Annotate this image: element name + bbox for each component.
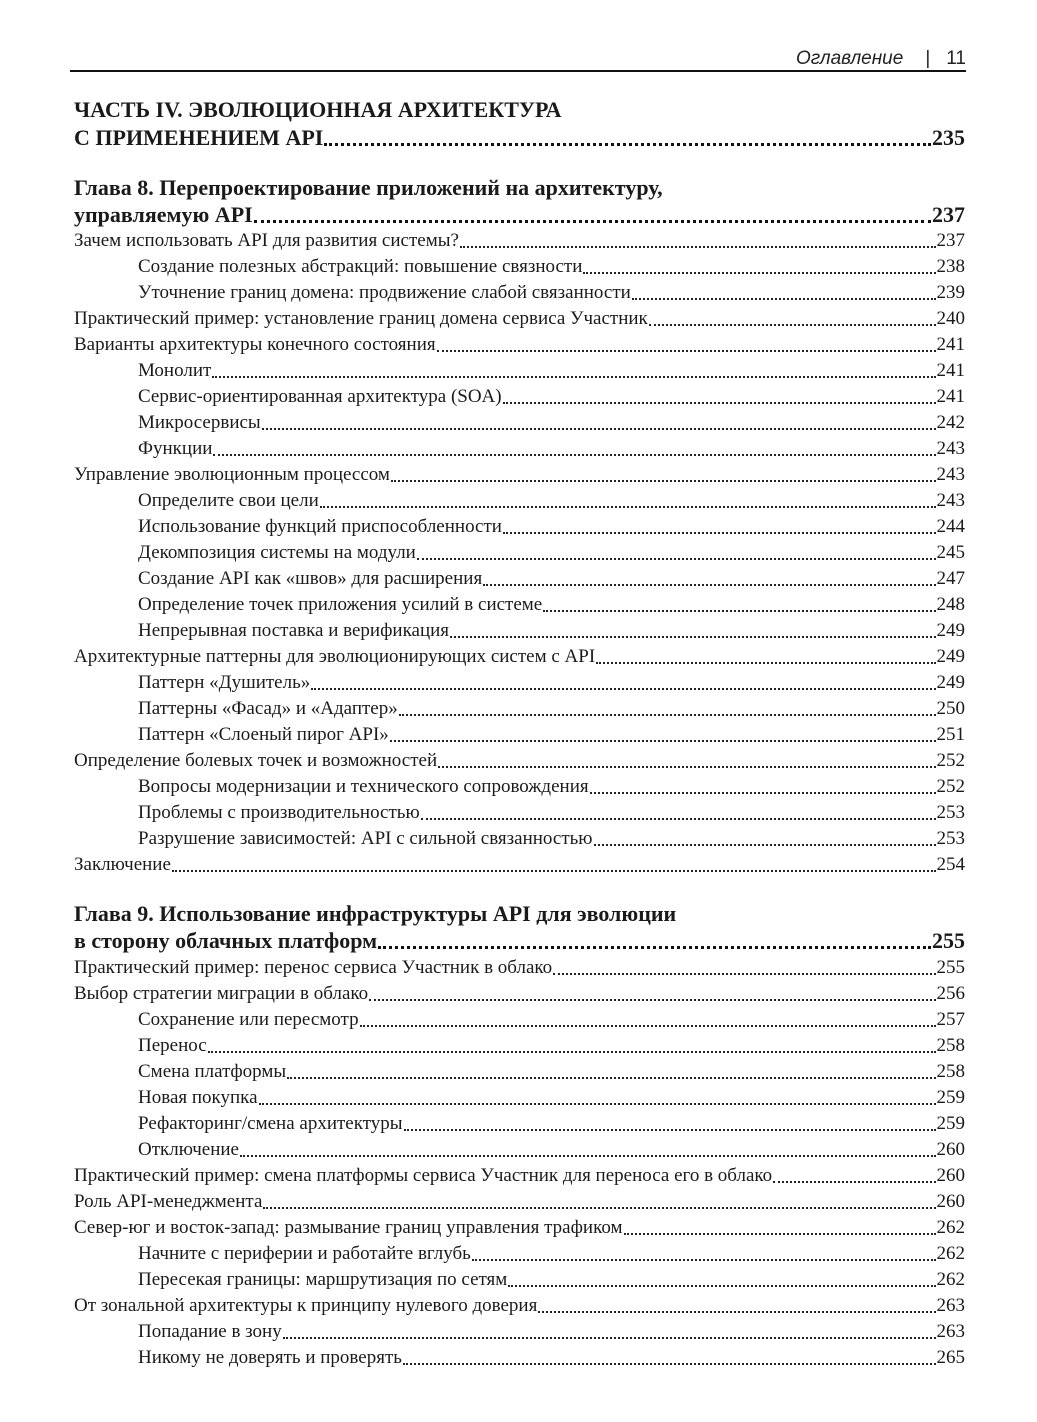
toc-entry-page: 255: [936, 957, 965, 978]
dot-leader: [404, 1129, 936, 1131]
dot-leader: [324, 143, 931, 146]
running-header-separator: |: [925, 48, 931, 69]
toc-entry-title: Пересекая границы: маршрутизация по сетям: [138, 1269, 508, 1290]
toc-entry-page: 245: [936, 542, 965, 563]
dot-leader: [360, 1025, 936, 1027]
toc-entry-title: Управление эволюционным процессом: [74, 464, 390, 485]
chapter8-title-line2: управляемую API: [74, 202, 253, 227]
dot-leader: [460, 246, 936, 248]
toc-entry-page: 248: [936, 594, 965, 615]
toc-entry-page: 242: [936, 412, 965, 433]
toc-entry-page: 263: [936, 1295, 965, 1316]
toc-entry-title: Заключение: [74, 854, 171, 875]
toc-entry-page: 251: [936, 724, 965, 745]
dot-leader: [438, 766, 935, 768]
toc-entry-page: 243: [936, 490, 965, 511]
dot-leader: [391, 480, 936, 482]
toc-entry-page: 258: [936, 1061, 965, 1082]
toc-entry-title: Начните с периферии и работайте вглубь: [138, 1243, 471, 1264]
toc-entry[interactable]: [138, 774, 965, 800]
toc-entry[interactable]: [74, 228, 965, 254]
toc-entry-page: 258: [936, 1035, 965, 1056]
part-page: 235: [932, 125, 965, 150]
dot-leader: [399, 714, 936, 716]
toc-entry-title: Рефакторинг/смена архитектуры: [138, 1113, 403, 1134]
toc-entry-page: 249: [936, 646, 965, 667]
toc-entry[interactable]: [74, 644, 965, 670]
toc-entry[interactable]: [138, 1137, 965, 1163]
running-header: [70, 40, 966, 70]
toc-entry-page: 260: [936, 1191, 965, 1212]
dot-leader: [590, 792, 936, 794]
toc-entry[interactable]: [138, 1267, 965, 1293]
toc-entry[interactable]: [138, 800, 965, 826]
dot-leader: [503, 532, 936, 534]
toc-entry[interactable]: [74, 332, 965, 358]
toc-entry[interactable]: [138, 514, 965, 540]
toc-entry-title: Никому не доверять и проверять: [138, 1347, 402, 1368]
dot-leader: [262, 428, 936, 430]
dot-leader: [624, 1233, 936, 1235]
toc-entry-title: Вопросы модернизации и технического сопровождения: [138, 776, 589, 797]
chapter9-page: 255: [932, 928, 965, 953]
toc-entry-page: 237: [936, 230, 965, 251]
toc-entry[interactable]: [138, 1241, 965, 1267]
toc-entry-page: 239: [936, 282, 965, 303]
dot-leader: [403, 1363, 936, 1365]
dot-leader: [450, 636, 935, 638]
toc-entry-title: Практический пример: смена платформы сервиса Участник для переноса его в облако: [74, 1165, 773, 1186]
toc-entry-title: Проблемы с производительностью: [138, 802, 420, 823]
dot-leader: [437, 350, 936, 352]
chapter8-title-line1: Глава 8. Перепроектирование приложений на архитектуру,: [74, 175, 663, 200]
dot-leader: [503, 402, 936, 404]
toc-entry-title: Уточнение границ домена: продвижение слабой связанности: [138, 282, 631, 303]
toc-entry-page: 253: [936, 828, 965, 849]
toc-entry-title: Паттерн «Душитель»: [138, 672, 311, 693]
toc-entry[interactable]: [138, 592, 965, 618]
chapter8-page: 237: [932, 202, 965, 227]
toc-entry-title: Смена платформы: [138, 1061, 287, 1082]
toc-entry-title: Отключение: [138, 1139, 239, 1160]
toc-entry[interactable]: [74, 462, 965, 488]
toc-entry[interactable]: [138, 1033, 965, 1059]
toc-entry-page: 259: [936, 1087, 965, 1108]
toc-entry[interactable]: [74, 1215, 965, 1241]
toc-entry[interactable]: [138, 1007, 965, 1033]
toc-entry-page: 260: [936, 1139, 965, 1160]
toc-entry-title: Практический пример: перенос сервиса Участник в облако: [74, 957, 553, 978]
dot-leader: [320, 506, 936, 508]
toc-entry-page: 241: [936, 360, 965, 381]
toc-entry[interactable]: [138, 488, 965, 514]
toc-entry-title: Север-юг и восток-запад: размывание границ управления трафиком: [74, 1217, 623, 1238]
dot-leader: [213, 454, 935, 456]
toc-entry-title: Попадание в зону: [138, 1321, 282, 1342]
toc-entry-page: 263: [936, 1321, 965, 1342]
toc-entry-title: Сохранение или пересмотр: [138, 1009, 359, 1030]
toc-entry-page: 259: [936, 1113, 965, 1134]
toc-entry-title: Паттерны «Фасад» и «Адаптер»: [138, 698, 398, 719]
toc-entry[interactable]: [138, 722, 965, 748]
toc-entry-title: Практический пример: установление границ домена сервиса Участник: [74, 308, 648, 329]
toc-entry[interactable]: [74, 981, 965, 1007]
toc-entry-page: 257: [936, 1009, 965, 1030]
toc-entry-page: 241: [936, 334, 965, 355]
dot-leader: [543, 610, 935, 612]
toc-entry[interactable]: [138, 254, 965, 280]
toc-entry-title: Определение точек приложения усилий в системе: [138, 594, 543, 615]
toc-entry[interactable]: [74, 1189, 965, 1215]
toc-entry-page: 262: [936, 1217, 965, 1238]
running-header-title: Оглавление: [795, 48, 904, 69]
dot-leader: [240, 1155, 936, 1157]
dot-leader: [172, 870, 936, 872]
toc-entry[interactable]: [138, 280, 965, 306]
toc-entry-title: От зональной архитектуры к принципу нулевого доверия: [74, 1295, 538, 1316]
toc-entry[interactable]: [138, 826, 965, 852]
toc-entry-title: Непрерывная поставка и верификация: [138, 620, 450, 641]
toc-entry-page: 250: [936, 698, 965, 719]
toc-entry-title: Архитектурные паттерны для эволюционирующих систем с API: [74, 646, 596, 667]
toc-entry-title: Монолит: [138, 360, 212, 381]
toc-entry-title: Варианты архитектуры конечного состояния: [74, 334, 436, 355]
toc-entry[interactable]: [138, 540, 965, 566]
header-divider: [70, 70, 966, 72]
toc-entry-page: 249: [936, 620, 965, 641]
part-title-line2: С ПРИМЕНЕНИЕМ API: [74, 125, 324, 150]
dot-leader: [583, 272, 935, 274]
dot-leader: [378, 946, 931, 949]
chapter9-title-entry[interactable]: [74, 927, 965, 955]
toc-entry-page: 252: [936, 776, 965, 797]
toc-entry-title: Микросервисы: [138, 412, 261, 433]
toc-entry-page: 265: [936, 1347, 965, 1368]
toc-entry-page: 249: [936, 672, 965, 693]
toc-entry-page: 243: [936, 464, 965, 485]
toc-entry-page: 256: [936, 983, 965, 1004]
toc-entry-title: Декомпозиция системы на модули: [138, 542, 416, 563]
toc-entry-page: 262: [936, 1269, 965, 1290]
toc-entry[interactable]: [74, 1293, 965, 1319]
dot-leader: [208, 1051, 936, 1053]
dot-leader: [283, 1337, 936, 1339]
dot-leader: [594, 844, 936, 846]
dot-leader: [287, 1077, 935, 1079]
chapter8-title-entry[interactable]: [74, 201, 965, 229]
dot-leader: [553, 973, 935, 975]
toc-entry[interactable]: [138, 384, 965, 410]
toc-entry[interactable]: [74, 1163, 965, 1189]
toc-entry-title: Функции: [138, 438, 213, 459]
toc-entry-page: 260: [936, 1165, 965, 1186]
toc-entry[interactable]: [138, 410, 965, 436]
toc-entry-page: 244: [936, 516, 965, 537]
dot-leader: [773, 1181, 935, 1183]
toc-entry[interactable]: [138, 1111, 965, 1137]
toc-entry-page: 247: [936, 568, 965, 589]
chapter9-title-line2: в сторону облачных платформ: [74, 928, 378, 953]
toc-entry[interactable]: [138, 566, 965, 592]
toc-entry[interactable]: [138, 696, 965, 722]
toc-entry-page: 254: [936, 854, 965, 875]
toc-entry[interactable]: [138, 1319, 965, 1345]
toc-entry-title: Роль API-менеджмента: [74, 1191, 263, 1212]
toc-entry[interactable]: [74, 955, 965, 981]
dot-leader: [212, 376, 935, 378]
dot-leader: [596, 662, 935, 664]
dot-leader: [254, 220, 931, 223]
toc-entry-page: 241: [936, 386, 965, 407]
chapter9-title-line1: Глава 9. Использование инфраструктуры API для эволюции: [74, 901, 677, 926]
toc-entry-title: Разрушение зависимостей: API с сильной связанностью: [138, 828, 593, 849]
toc-entry[interactable]: [138, 358, 965, 384]
dot-leader: [632, 298, 936, 300]
toc-entry-title: Определение болевых точек и возможностей: [74, 750, 438, 771]
toc-entry-page: 238: [936, 256, 965, 277]
toc-entry-page: 240: [936, 308, 965, 329]
toc-entry-page: 243: [936, 438, 965, 459]
toc-entry-page: 262: [936, 1243, 965, 1264]
dot-leader: [472, 1259, 936, 1261]
toc-entry-title: Создание полезных абстракций: повышение связности: [138, 256, 583, 277]
toc-entry-title: Новая покупка: [138, 1087, 258, 1108]
toc-entry[interactable]: [138, 618, 965, 644]
toc-entry-title: Использование функций приспособленности: [138, 516, 502, 537]
dot-leader: [259, 1103, 936, 1105]
dot-leader: [417, 558, 936, 560]
toc-entry[interactable]: [138, 670, 965, 696]
toc-entry-title: Сервис-ориентированная архитектура (SOA): [138, 386, 502, 407]
part-title-line1: ЧАСТЬ IV. ЭВОЛЮЦИОННАЯ АРХИТЕКТУРА: [74, 97, 562, 122]
dot-leader: [649, 324, 936, 326]
dot-leader: [421, 818, 936, 820]
dot-leader: [369, 999, 935, 1001]
toc-entry-title: Перенос: [138, 1035, 207, 1056]
toc-entry-title: Зачем использовать API для развития системы?: [74, 230, 459, 251]
toc-entry-page: 253: [936, 802, 965, 823]
part-title-entry[interactable]: [74, 124, 965, 152]
dot-leader: [311, 688, 935, 690]
toc-entry-title: Определите свои цели: [138, 490, 319, 511]
toc-entry[interactable]: [74, 306, 965, 332]
toc-entry-title: Паттерн «Слоеный пирог API»: [138, 724, 389, 745]
dot-leader: [263, 1207, 935, 1209]
toc-entry[interactable]: [138, 436, 965, 462]
toc-entry[interactable]: [74, 852, 965, 878]
toc-entry-page: 252: [936, 750, 965, 771]
dot-leader: [508, 1285, 935, 1287]
toc-entry[interactable]: [74, 748, 965, 774]
dot-leader: [390, 740, 936, 742]
toc-entry[interactable]: [138, 1085, 965, 1111]
toc-entry-title: Выбор стратегии миграции в облако: [74, 983, 369, 1004]
page-number: 11: [946, 48, 966, 69]
dot-leader: [483, 584, 935, 586]
toc-entry[interactable]: [138, 1059, 965, 1085]
toc-entry-title: Создание API как «швов» для расширения: [138, 568, 483, 589]
toc-entry[interactable]: [138, 1345, 965, 1371]
dot-leader: [538, 1311, 935, 1313]
